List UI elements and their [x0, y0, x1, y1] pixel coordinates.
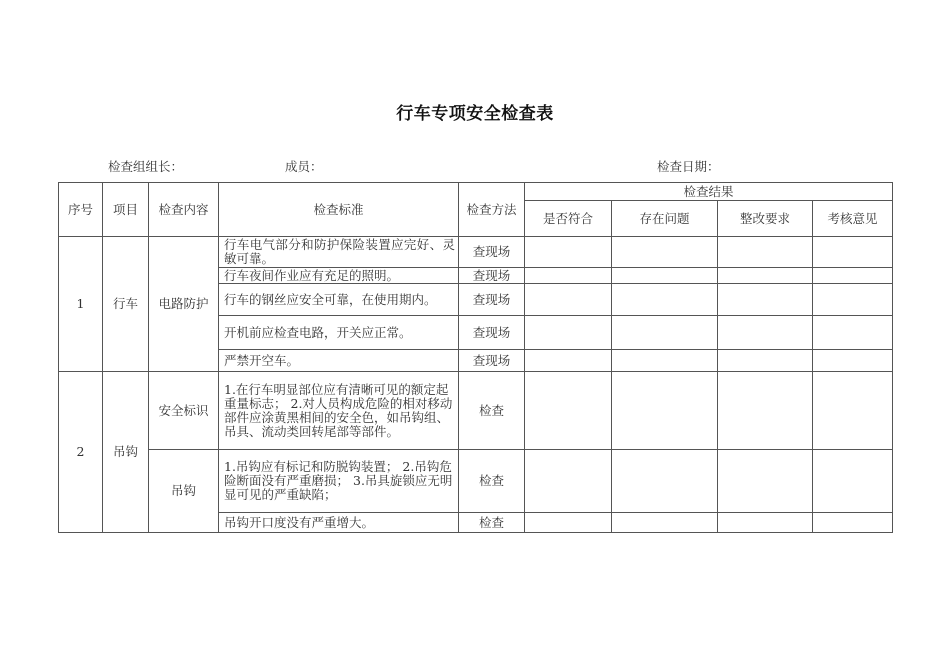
row-standard [219, 450, 459, 513]
row-method: 检查 [459, 372, 525, 450]
cell-problems[interactable] [612, 450, 718, 513]
header-method: 检查方法 [459, 183, 525, 237]
cell-assessment[interactable] [813, 237, 893, 268]
table-row [59, 450, 893, 513]
cell-compliant[interactable] [525, 237, 612, 268]
cell-assessment[interactable] [813, 350, 893, 372]
header-no: 序号 [59, 183, 103, 237]
cell-assessment[interactable] [813, 268, 893, 284]
cell-compliant[interactable] [525, 316, 612, 350]
header-rectification: 整改要求 [718, 201, 813, 237]
row-item: 行车 [103, 237, 149, 372]
row-method: 查现场 [459, 237, 525, 268]
row-standard [219, 372, 459, 450]
standard-line: 2.吊钩危险断面没有严重磨损； [224, 459, 452, 488]
table-row [59, 372, 893, 450]
cell-rectification[interactable] [718, 372, 813, 450]
cell-assessment[interactable] [813, 513, 893, 533]
header-item: 项目 [103, 183, 149, 237]
row-method: 检查 [459, 450, 525, 513]
row-standard: 行车的钢丝应安全可靠，在使用期内。 [219, 284, 459, 316]
header-row-1 [59, 183, 893, 201]
cell-rectification[interactable] [718, 237, 813, 268]
header-standard: 检查标准 [219, 183, 459, 237]
cell-compliant[interactable] [525, 284, 612, 316]
row-standard: 行车夜间作业应有充足的照明。 [219, 268, 459, 284]
cell-problems[interactable] [612, 284, 718, 316]
cell-problems[interactable] [612, 350, 718, 372]
standard-line: 3.吊具旋锁应无明显可见的严重缺陷； [224, 473, 453, 502]
inspection-table [58, 182, 893, 533]
date-label: 检查日期： [657, 159, 720, 174]
header-content: 检查内容 [149, 183, 219, 237]
row-method: 检查 [459, 513, 525, 533]
row-no: 2 [59, 372, 103, 533]
cell-problems[interactable] [612, 237, 718, 268]
cell-compliant[interactable] [525, 450, 612, 513]
cell-assessment[interactable] [813, 284, 893, 316]
row-content: 吊钩 [149, 450, 219, 533]
row-content: 电路防护 [149, 237, 219, 372]
row-method: 查现场 [459, 284, 525, 316]
header-assessment: 考核意见 [813, 201, 893, 237]
row-method: 查现场 [459, 316, 525, 350]
standard-line: 1.在行车明显部位应有清晰可见的额定起重量标志； [224, 381, 449, 411]
cell-problems[interactable] [612, 513, 718, 533]
row-standard: 吊钩开口度没有严重增大。 [219, 513, 459, 533]
header-compliant: 是否符合 [525, 201, 612, 237]
cell-rectification[interactable] [718, 284, 813, 316]
header-result-group: 检查结果 [525, 183, 893, 201]
row-standard: 开机前应检查电路，开关应正常。 [219, 316, 459, 350]
cell-problems[interactable] [612, 372, 718, 450]
cell-problems[interactable] [612, 316, 718, 350]
table-row [59, 237, 893, 268]
standard-line: 1.吊钩应有标记和防脱钩装置； [224, 459, 399, 474]
document-title: 行车专项安全检查表 [396, 104, 554, 124]
leader-label: 检查组组长： [108, 159, 184, 174]
cell-compliant[interactable] [525, 372, 612, 450]
cell-assessment[interactable] [813, 316, 893, 350]
row-item: 吊钩 [103, 372, 149, 533]
cell-rectification[interactable] [718, 268, 813, 284]
row-standard: 行车电气部分和防护保险装置应完好、灵敏可靠。 [219, 237, 459, 268]
row-no: 1 [59, 237, 103, 372]
members-label: 成员： [285, 159, 323, 174]
row-content: 安全标识 [149, 372, 219, 450]
cell-rectification[interactable] [718, 350, 813, 372]
cell-assessment[interactable] [813, 450, 893, 513]
cell-compliant[interactable] [525, 513, 612, 533]
cell-rectification[interactable] [718, 450, 813, 513]
header-problems: 存在问题 [612, 201, 718, 237]
cell-rectification[interactable] [718, 513, 813, 533]
row-standard: 严禁开空车。 [219, 350, 459, 372]
cell-compliant[interactable] [525, 350, 612, 372]
cell-assessment[interactable] [813, 372, 893, 450]
row-method: 查现场 [459, 350, 525, 372]
cell-problems[interactable] [612, 268, 718, 284]
standard-line: 2.对人员构成危险的相对移动部件应涂黄黑相间的安全色，如吊钩组、吊具、流动类回转尾部等部件。 [224, 395, 453, 439]
cell-rectification[interactable] [718, 316, 813, 350]
row-method: 查现场 [459, 268, 525, 284]
cell-compliant[interactable] [525, 268, 612, 284]
